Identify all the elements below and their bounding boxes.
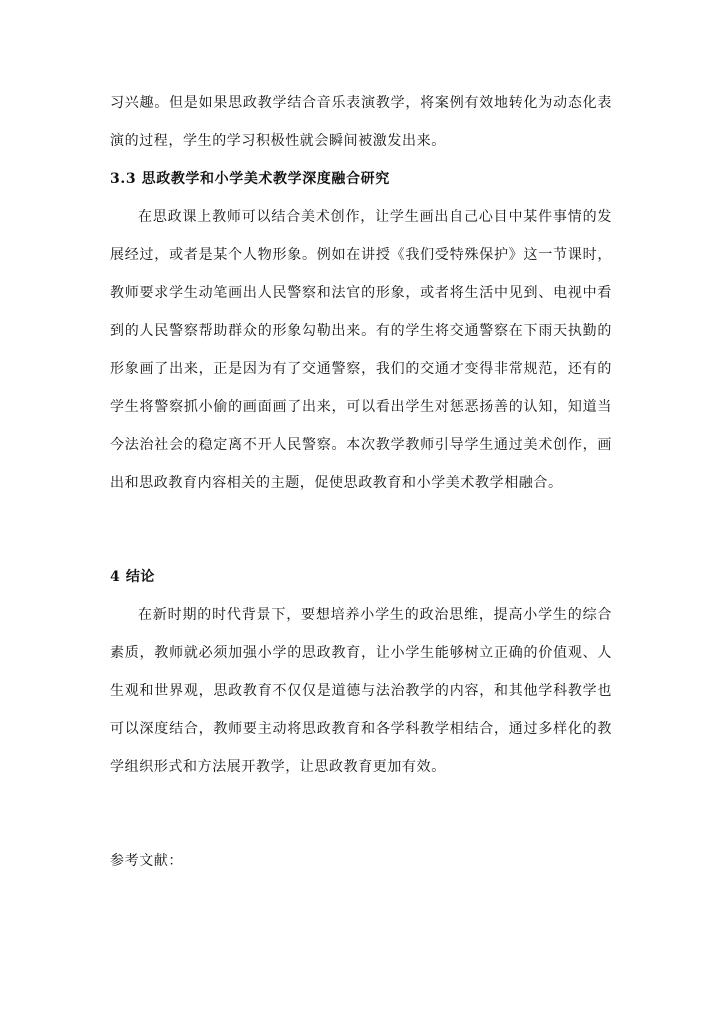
- section-3-3-heading: 3.3 思政教学和小学美术教学深度融合研究: [110, 171, 390, 187]
- references-heading: 参考文献：: [110, 853, 183, 869]
- section-3-3-paragraph: 在思政课上教师可以结合美术创作，让学生画出自己心目中某件事情的发展经过，或者是某个人物形象。例如在讲授《我们受特殊保护》这一节课时，教师要求学生动笔画出人民警察和法官的形象，或者将生活中见到、电视中看到的人民警察帮助群众的形象勾勒出来。有的学生将交通警察在下雨天执勤的形象画了出来，正是因为有了交通警察，我们的交通才变得非常规范，还有的学生将警察抓小偷的画面画了出来，可以看出学生对惩恶扬善的认知，知道当今法治社会的稳定离不开人民警察。本次教学教师引导学生通过美术创作，画出和思政教育内容相关的主题，促使思政教育和小学美术教学相融合。: [110, 209, 612, 491]
- continuation-paragraph: 习兴趣。但是如果思政教学结合音乐表演教学，将案例有效地转化为动态化表演的过程，学生的学习积极性就会瞬间被激发出来。: [110, 95, 612, 149]
- section-4-paragraph: 在新时期的时代背景下，要想培养小学生的政治思维，提高小学生的综合素质，教师就必须加强小学的思政教育，让小学生能够树立正确的价值观、人生观和世界观，思政教育不仅仅是道德与法治教学的内容，和其他学科教学也可以深度结合，教师要主动将思政教育和各学科教学相结合，通过多样化的教学组织形式和方法展开教学，让思政教育更加有效。: [110, 607, 612, 775]
- section-4-heading: 4 结论: [110, 569, 156, 585]
- spacer: [110, 502, 612, 558]
- document-body: [110, 84, 612, 880]
- spacer: [110, 786, 612, 842]
